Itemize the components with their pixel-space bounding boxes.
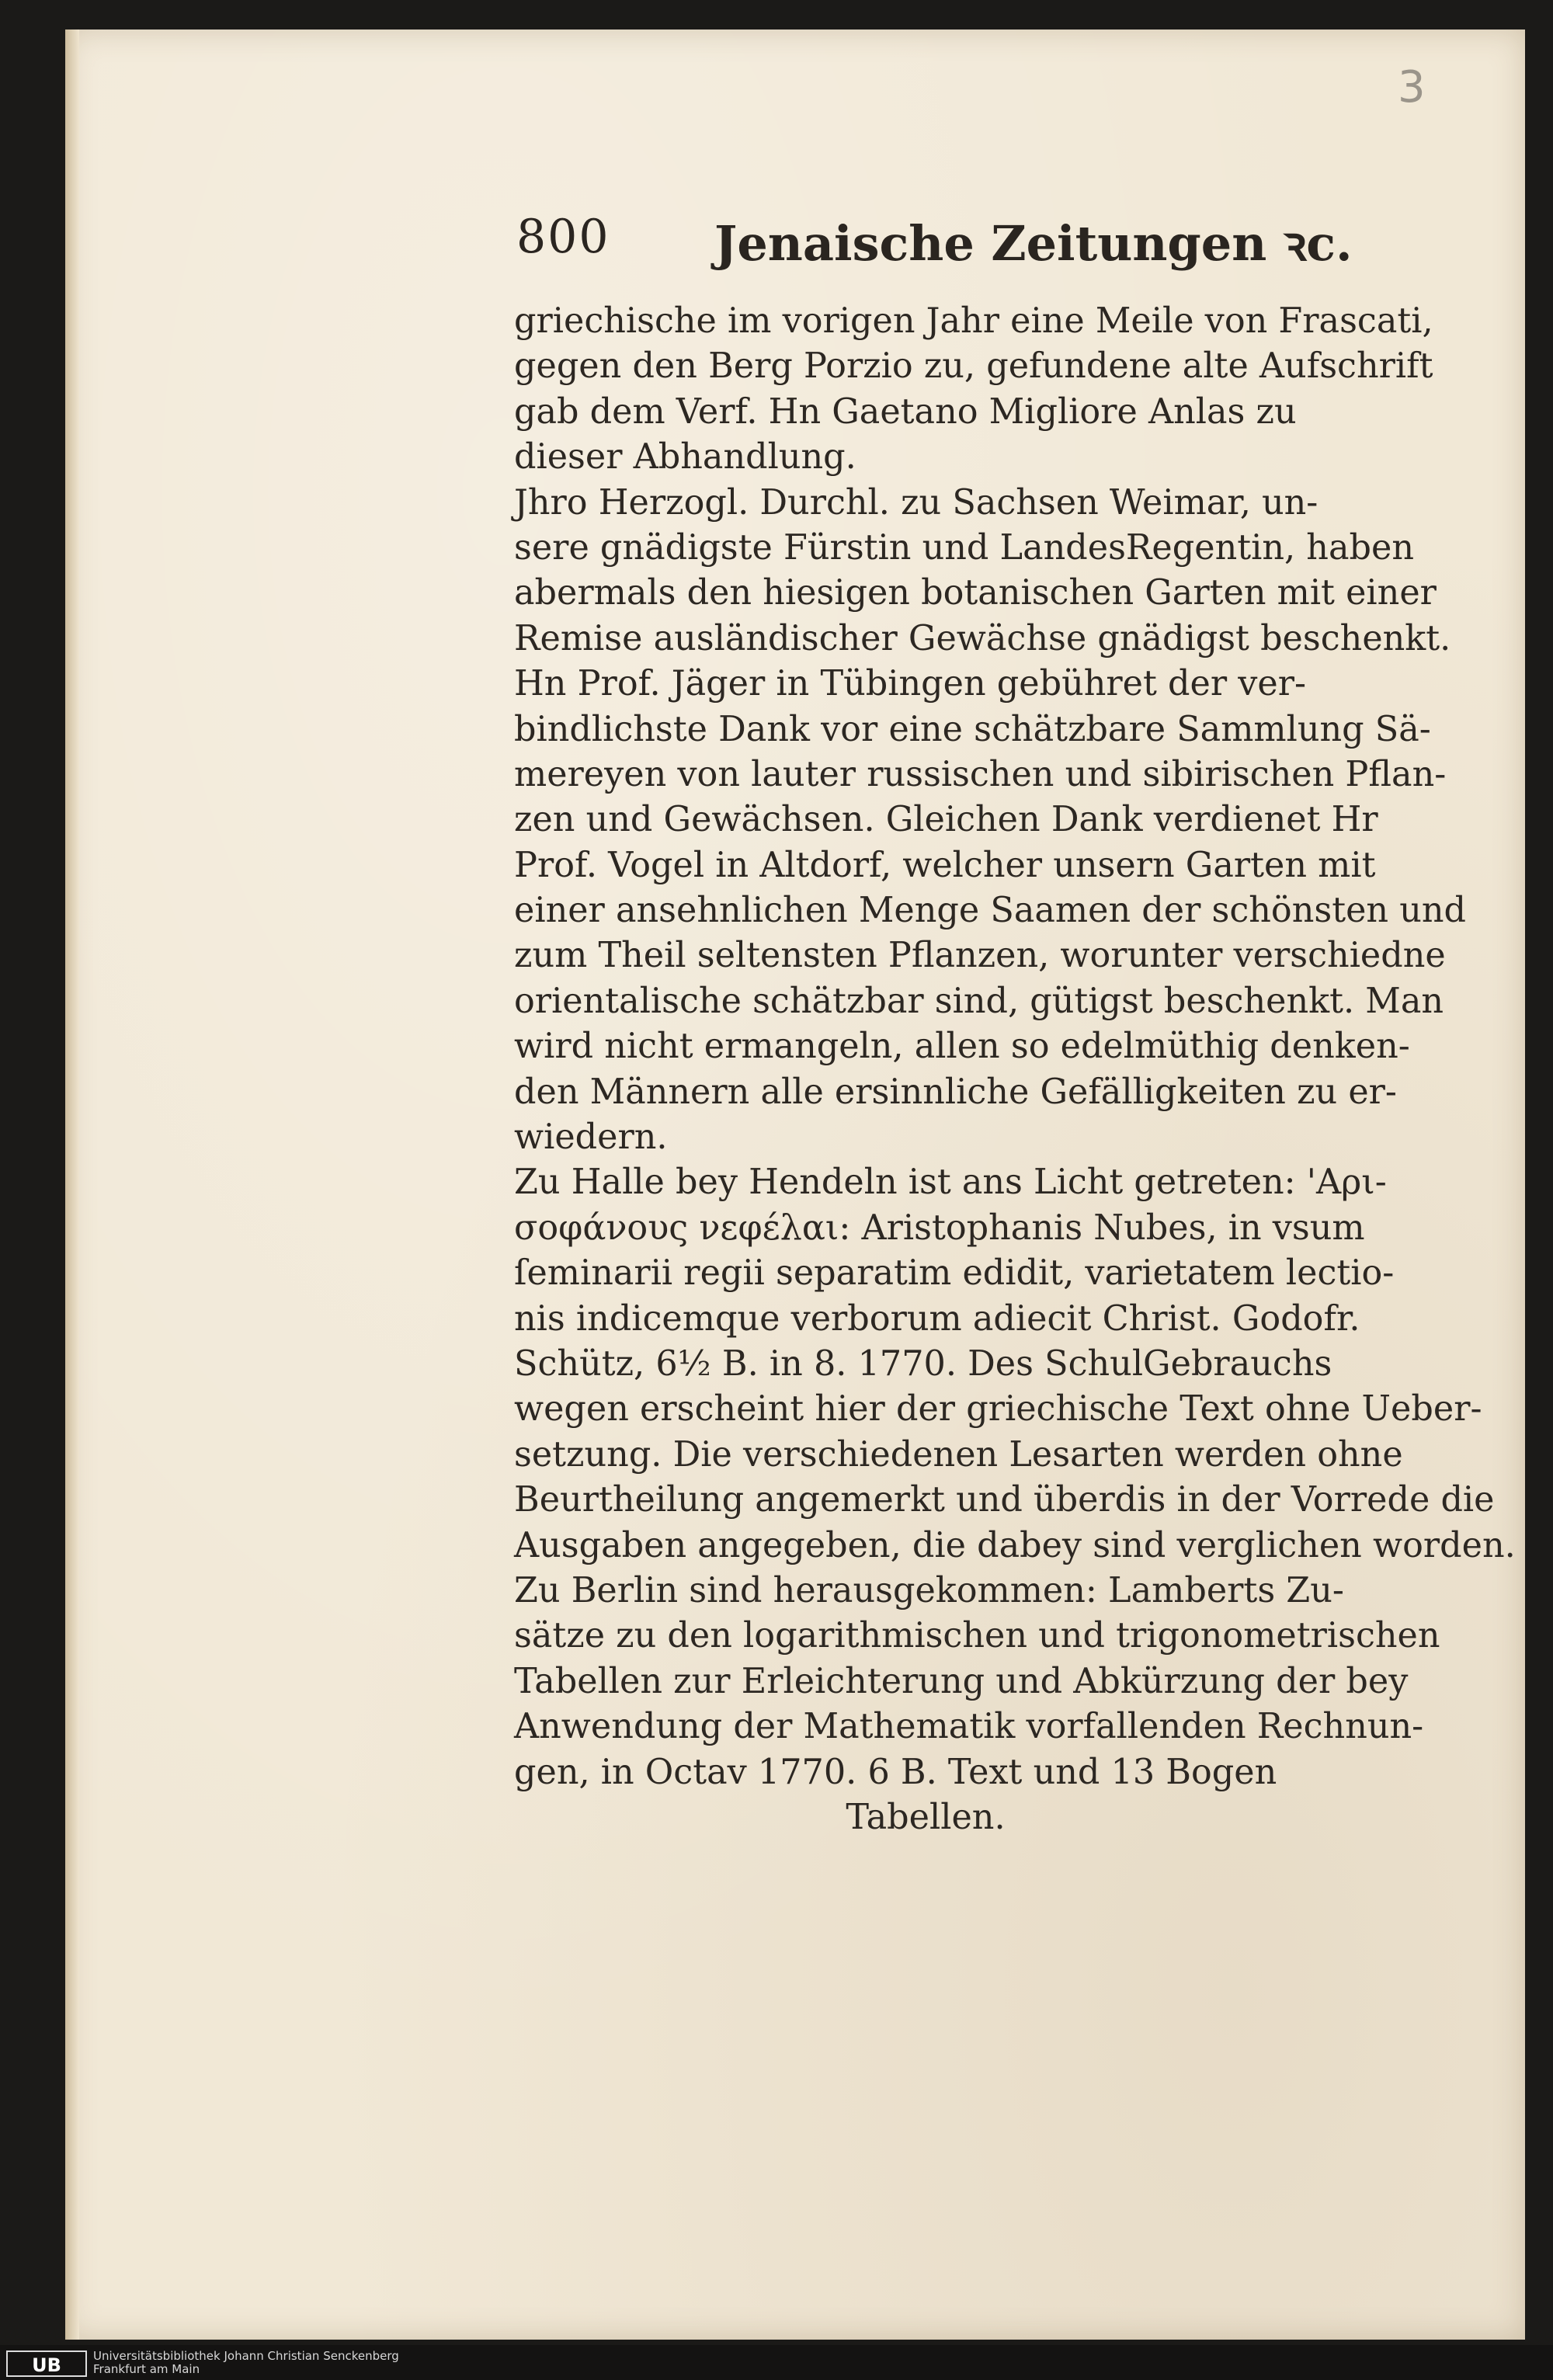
text-line: sätze zu den logarithmischen und trigonometrischen xyxy=(514,1616,1440,1656)
running-title: Jenaische Zeitungen ꝛc. xyxy=(714,215,1353,272)
text-line: Jhro Herzogl. Durchl. zu Sachsen Weimar, un- xyxy=(514,482,1318,523)
text-line: Zu Halle bey Hendeln ist ans Licht getreten: 'Aρι- xyxy=(514,1162,1387,1203)
page-number: 800 xyxy=(516,210,610,264)
library-logo: UB xyxy=(6,2350,87,2377)
text-line: mereyen von lauter russischen und sibirischen Pflan- xyxy=(514,754,1447,794)
text-line: zen und Gewächsen. Gleichen Dank verdienet Hr xyxy=(514,800,1378,840)
text-line: Ausgaben angegeben, die dabey sind verglichen worden. xyxy=(514,1525,1516,1565)
text-line: Anwendung der Mathematik vorfallenden Rechnun- xyxy=(514,1707,1424,1747)
text-line: einer ansehnlichen Menge Saamen der schönsten und xyxy=(514,891,1467,931)
text-line: Hn Prof. Jäger in Tübingen gebühret der ver- xyxy=(514,664,1307,704)
text-line: gab dem Verf. Hn Gaetano Migliore Anlas zu xyxy=(514,391,1297,432)
text-line: nis indicemque verborum adiecit Christ. Godofr. xyxy=(514,1298,1360,1339)
text-line: Tabellen zur Erleichterung und Abkürzung der bey xyxy=(514,1661,1409,1701)
page-edge-shadow xyxy=(65,30,79,2340)
pencil-mark: 3 xyxy=(1398,62,1426,113)
text-line: wegen erscheint hier der griechische Text ohne Ueber- xyxy=(514,1389,1482,1430)
text-line: orientalische schätzbar sind, gütigst beschenkt. Man xyxy=(514,981,1444,1021)
text-line: Remise ausländischer Gewächse gnädigst beschenkt. xyxy=(514,618,1451,658)
text-line: bindlichste Dank vor eine schätzbare Sammlung Sä- xyxy=(514,709,1431,749)
text-line: ſeminarii regii separatim edidit, varietatem lectio- xyxy=(514,1253,1395,1294)
text-line: sere gnädigste Fürstin und LandesRegentin, haben xyxy=(514,527,1414,568)
text-line: abermals den hiesigen botanischen Garten mit einer xyxy=(514,573,1437,613)
footer-line-2: Frankfurt am Main xyxy=(93,2362,200,2376)
footer-line-1: Universitätsbibliothek Johann Christian Senckenberg xyxy=(93,2349,399,2363)
text-line: dieser Abhandlung. xyxy=(514,437,856,478)
text-line: gen, in Octav 1770. 6 B. Text und 13 Bogen xyxy=(514,1752,1277,1792)
text-line: gegen den Berg Porzio zu, gefundene alte Aufschrift xyxy=(514,346,1433,387)
footer-credit xyxy=(93,2350,399,2376)
page-header xyxy=(516,210,1371,272)
text-line: Schütz, 6½ B. in 8. 1770. Des SchulGebrauchs xyxy=(514,1343,1332,1384)
body-text xyxy=(514,299,1516,1840)
text-line: den Männern alle ersinnliche Gefälligkeiten zu er- xyxy=(514,1072,1397,1112)
text-line: Beurtheilung angemerkt und überdis in der Vorrede die xyxy=(514,1480,1495,1520)
text-line: wiedern. xyxy=(514,1117,668,1158)
text-line: setzung. Die verschiedenen Lesarten werden ohne xyxy=(514,1434,1403,1475)
text-line: wird nicht ermangeln, allen so edelmüthig denken- xyxy=(514,1027,1410,1067)
text-line: griechische im vorigen Jahr eine Meile von Frascati, xyxy=(514,301,1433,341)
text-line: Prof. Vogel in Altdorf, welcher unsern Garten mit xyxy=(514,845,1376,885)
text-line: σοφάνους νεφέλαι: Aristophanis Nubes, in vsum xyxy=(514,1207,1365,1248)
text-line-last: Tabellen. xyxy=(846,1797,1006,1837)
text-line: zum Theil seltensten Pflanzen, worunter verschiedne xyxy=(514,936,1446,976)
text-line: Zu Berlin sind herausgekommen: Lamberts Zu- xyxy=(514,1570,1344,1610)
